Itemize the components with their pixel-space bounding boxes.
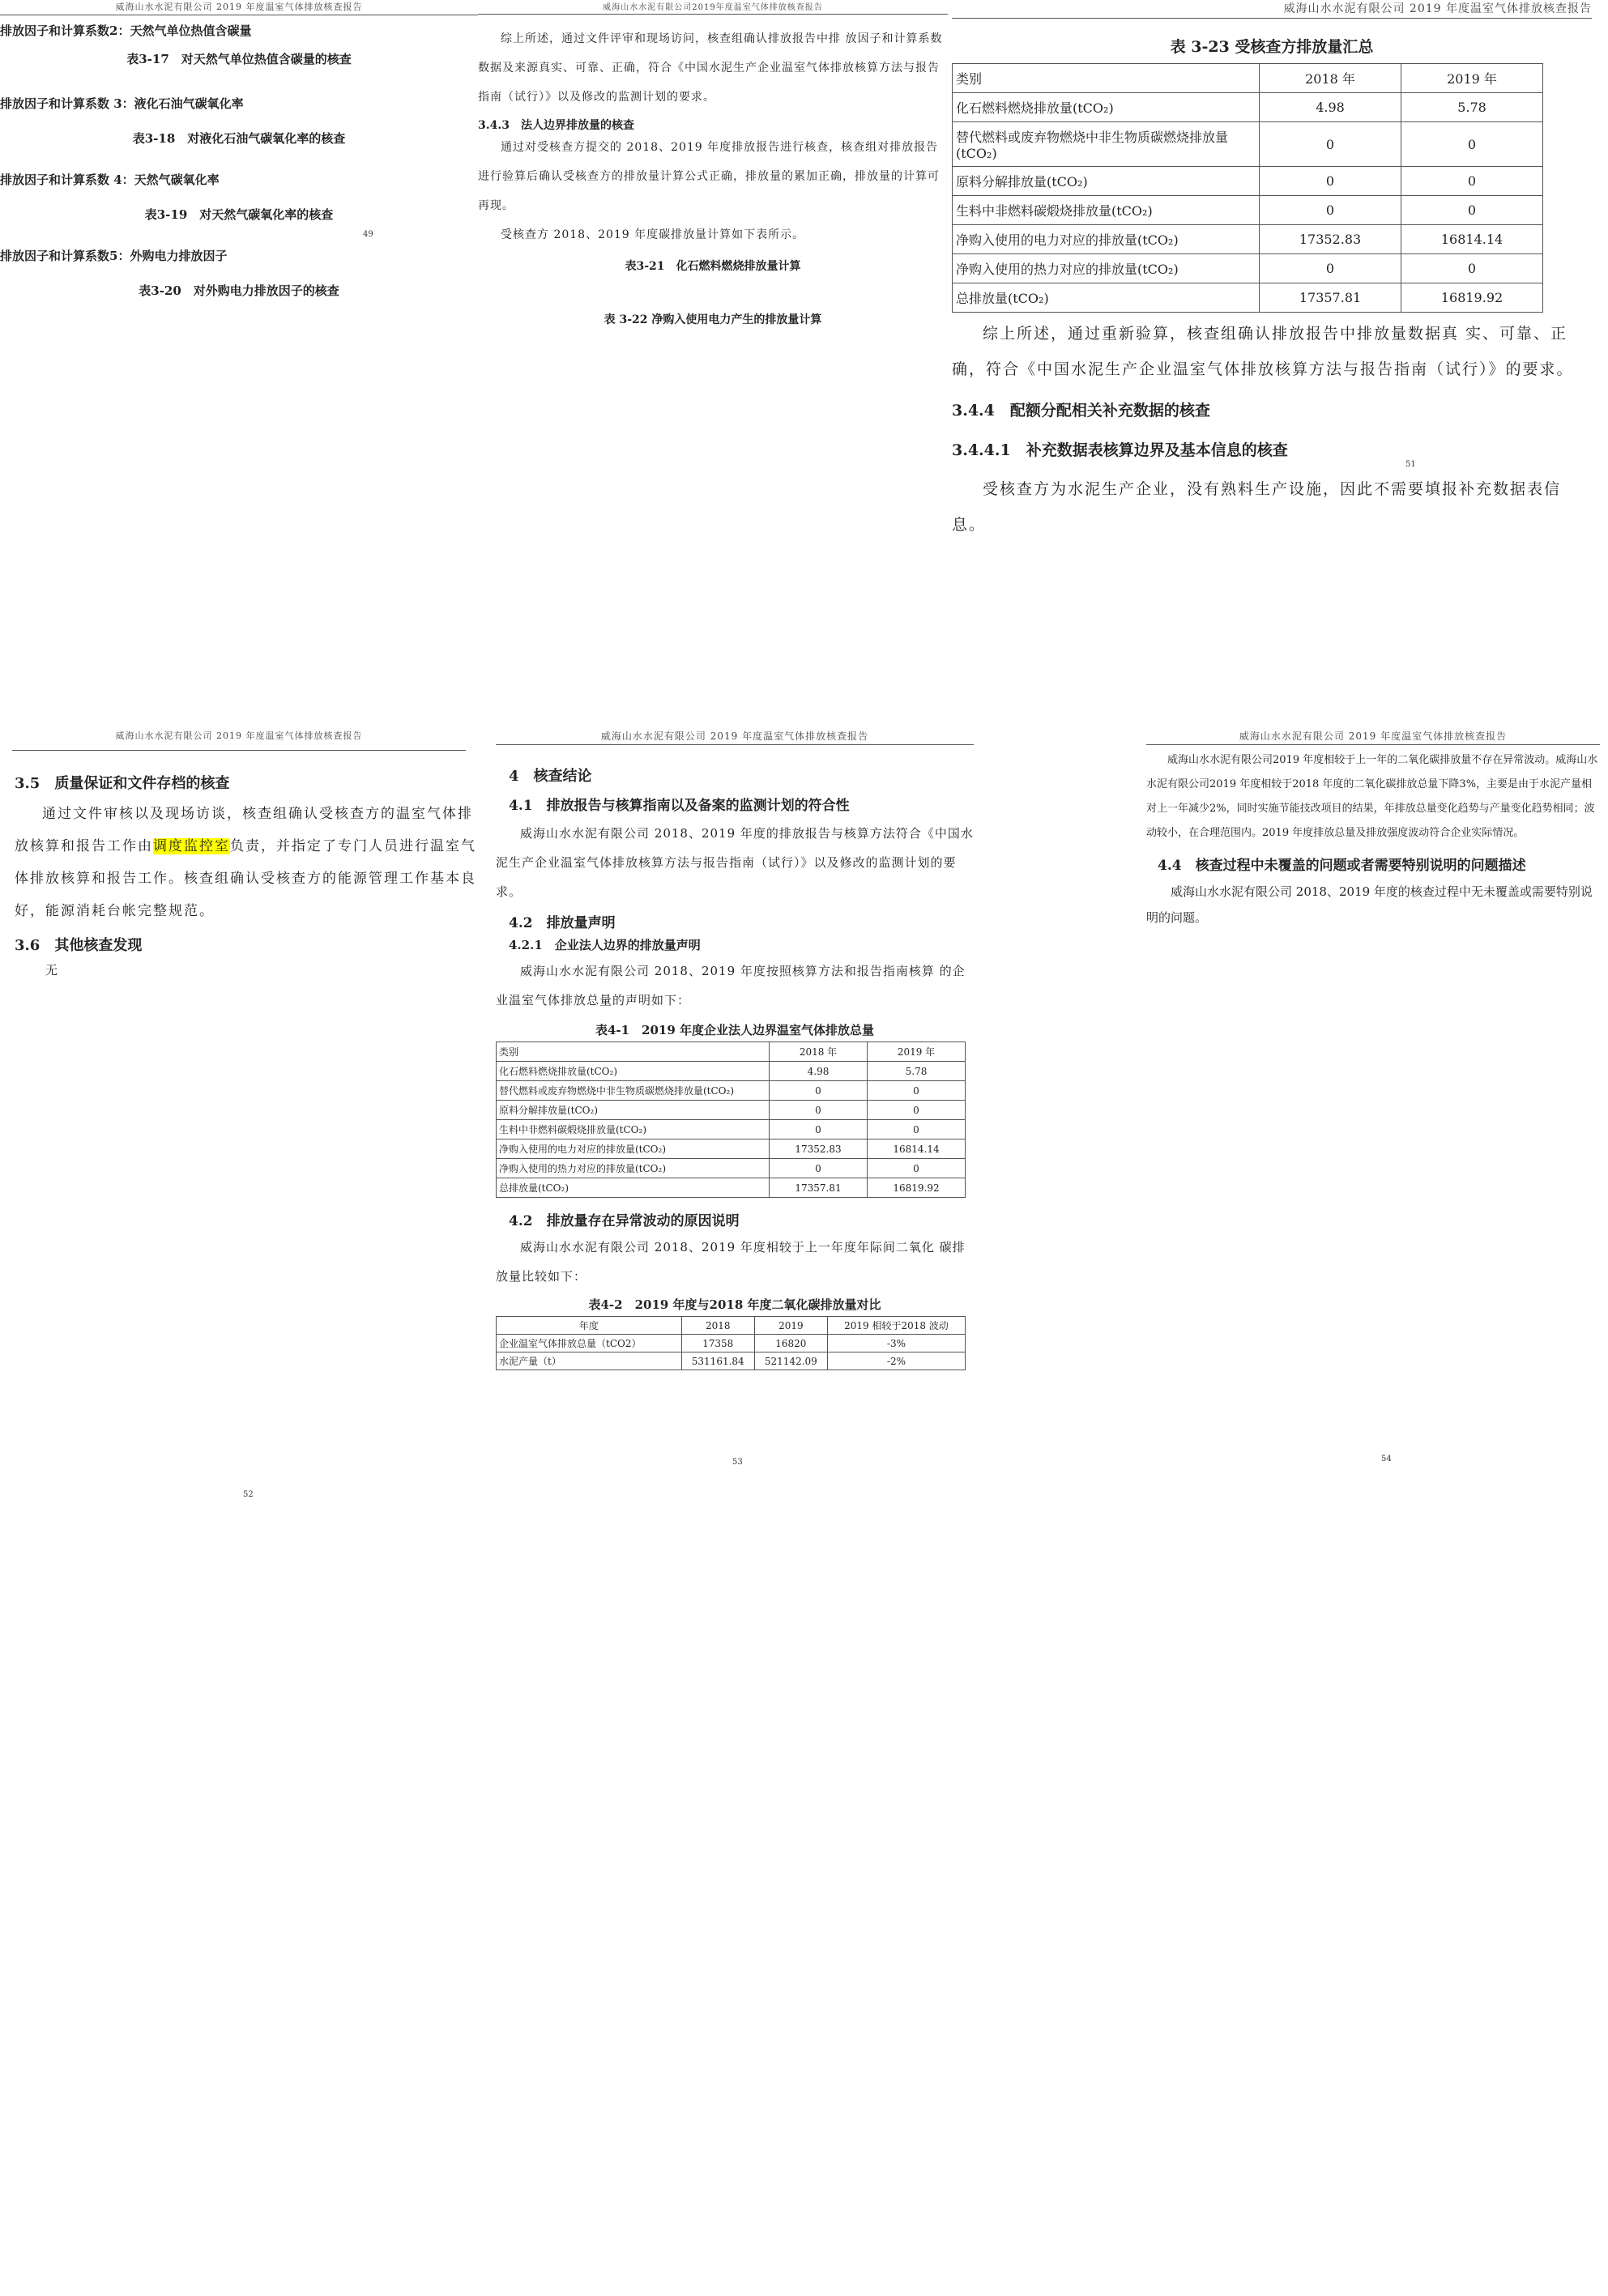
section-title: 排放因子和计算系数 3：液化石油气碳氧化率: [0, 96, 244, 111]
table-row: [497, 1120, 966, 1139]
table-row: [953, 196, 1543, 225]
table-cell: 生料中非燃料碳煅烧排放量(tCO₂): [497, 1120, 770, 1139]
table-cell: 水泥产量（t）: [497, 1352, 682, 1370]
table-cell: 0: [868, 1120, 966, 1139]
table-row: [497, 1042, 966, 1062]
highlighted-text: 调度监控室: [153, 838, 230, 854]
table-cell: 总排放量(tCO₂): [953, 283, 1260, 313]
table-3-23: [952, 63, 1543, 313]
section-title: 4.1 排放报告与核算指南以及备案的监测计划的符合性: [509, 798, 850, 814]
table-cell: 0: [1401, 167, 1543, 196]
section-title: 4.2 排放量存在异常波动的原因说明: [509, 1213, 740, 1229]
table-cell: 0: [1260, 254, 1401, 283]
paragraph: 威海山水水泥有限公司 2018、2019 年度的排放报告与核算方法符合《中国水泥生产企业温室气体排放核算方法与报告指南（试行）》以及修改的监测计划的要求。: [496, 826, 974, 899]
table-cell: 原料分解排放量(tCO₂): [953, 167, 1260, 196]
table-cell: 0: [1260, 196, 1401, 225]
table-caption: 表3-21 化石燃料燃烧排放量计算: [625, 260, 801, 273]
table-cell: 5.78: [1401, 93, 1543, 122]
table-cell: 净购入使用的热力对应的排放量(tCO₂): [953, 254, 1260, 283]
table-4-2: [496, 1316, 966, 1370]
table-cell: 0: [1260, 122, 1401, 167]
table-row: [497, 1062, 966, 1081]
table-4-1: [496, 1042, 966, 1198]
table-caption: 表4-2 2019 年度与2018 年度二氧化碳排放量对比: [588, 1297, 881, 1312]
table-caption: 表3-18 对液化石油气碳氧化率的核查: [132, 131, 346, 146]
section-title: 排放因子和计算系数 4：天然气碳氧化率: [0, 173, 220, 187]
page-53: [496, 729, 974, 1467]
section-title: 3.4.4.1 补充数据表核算边界及基本信息的核查: [952, 441, 1288, 459]
table-cell: 2018: [681, 1317, 754, 1335]
page-header: 威海山水水泥有限公司 2019 年度温室气体排放核查报告: [496, 729, 974, 745]
table-cell: 0: [868, 1081, 966, 1101]
page-number: 53: [732, 1458, 743, 1467]
section-title: 3.5 质量保证和文件存档的核查: [15, 775, 230, 792]
table-row: [953, 167, 1543, 196]
paragraph: [15, 798, 478, 927]
table-cell: 0: [770, 1101, 868, 1120]
table-row: [497, 1335, 966, 1352]
paragraph: 受核查方 2018、2019 年度碳排放量计算如下表所示。: [501, 228, 805, 241]
table-cell: 531161.84: [681, 1352, 754, 1370]
table-cell: 2019 年: [1401, 64, 1543, 93]
table-cell: 17352.83: [1260, 225, 1401, 254]
table-cell: -2%: [827, 1352, 965, 1370]
table-cell: 17352.83: [770, 1139, 868, 1159]
table-cell: 类别: [953, 64, 1260, 93]
section-title: 排放因子和计算系数2：天然气单位热值含碳量: [0, 23, 252, 38]
table-row: [953, 64, 1543, 93]
table-cell: 0: [1401, 122, 1543, 167]
table-cell: 生料中非燃料碳煅烧排放量(tCO₂): [953, 196, 1260, 225]
table-cell: 2018 年: [1260, 64, 1401, 93]
page-52: [0, 729, 478, 1523]
paragraph: 通过对受核查方提交的 2018、2019 年度排放报告进行核查，核查组对排放报告进行验算后确认受核查方的排放量计算公式正确，排放量的累加正确，排放量的计算可再现。: [478, 141, 940, 212]
section-title: 4 核查结论: [509, 768, 592, 785]
table-caption: 表3-19 对天然气碳氧化率的核查: [144, 207, 334, 222]
page-header: 威海山水水泥有限公司2019年度温室气体排放核查报告: [478, 0, 948, 15]
section-title: 3.4.4 配额分配相关补充数据的核查: [952, 402, 1210, 420]
table-cell: 2019: [754, 1317, 827, 1335]
section-title: 4.2 排放量声明: [509, 915, 616, 931]
table-cell: 0: [770, 1081, 868, 1101]
paragraph: 威海山水水泥有限公司 2018、2019 年度按照核算方法和报告指南核算 的企业温室气体排放总量的声明如下：: [496, 964, 966, 1007]
section-title: 排放因子和计算系数5：外购电力排放因子: [0, 249, 228, 263]
table-cell: 0: [770, 1159, 868, 1178]
section-title: 3.6 其他核查发现: [15, 937, 143, 954]
table-row: [497, 1139, 966, 1159]
paragraph: 综上所述，通过文件评审和现场访问，核查组确认排放报告中排 放因子和计算系数数据及来源真实、可靠、正确，符合《中国水泥生产企业温室气体排放核算方法与报告指南（试行）》以及修改的监测计划的要求。: [478, 32, 943, 104]
paragraph: 威海山水水泥有限公司2019 年度相较于上一年的二氧化碳排放量不存在异常波动。威海山水水泥有限公司2019 年度相较于2018 年度的二氧化碳排放总量下降3%，主要是由于水泥产量相对上一年减少2%，同时实施节能技改项目的结果，年排放总量变化趋势与产量变化趋势相同；波动较小，在合理范围内。2019 年度排放总量及排放强度波动符合企业实际情况。: [1146, 754, 1598, 839]
page-51: [952, 0, 1592, 713]
page-number: 49: [363, 230, 373, 239]
table-cell: 521142.09: [754, 1352, 827, 1370]
table-cell: 2019 相较于2018 波动: [827, 1317, 965, 1335]
table-cell: 0: [1401, 196, 1543, 225]
page-49: [0, 0, 478, 713]
table-cell: 企业温室气体排放总量（tCO2）: [497, 1335, 682, 1352]
table-row: [497, 1159, 966, 1178]
table-cell: 17358: [681, 1335, 754, 1352]
table-caption: 表4-1 2019 年度企业法人边界温室气体排放总量: [595, 1023, 875, 1037]
table-cell: 0: [1401, 254, 1543, 283]
table-cell: -3%: [827, 1335, 965, 1352]
table-cell: 17357.81: [770, 1178, 868, 1198]
page-50: [478, 0, 948, 713]
table-cell: 16814.14: [868, 1139, 966, 1159]
table-cell: 化石燃料燃烧排放量(tCO₂): [497, 1062, 770, 1081]
page-header: 威海山水水泥有限公司 2019 年度温室气体排放核查报告: [115, 731, 363, 741]
table-cell: 5.78: [868, 1062, 966, 1081]
table-cell: 17357.81: [1260, 283, 1401, 313]
table-cell: 化石燃料燃烧排放量(tCO₂): [953, 93, 1260, 122]
table-row: [497, 1178, 966, 1198]
section-title: 3.4.3 法人边界排放量的核查: [478, 119, 634, 132]
table-cell: 0: [770, 1120, 868, 1139]
table-caption: 表3-20 对外购电力排放因子的核查: [139, 283, 339, 298]
table-cell: 净购入使用的电力对应的排放量(tCO₂): [497, 1139, 770, 1159]
table-cell: 2019 年: [868, 1042, 966, 1062]
table-cell: 年度: [497, 1317, 682, 1335]
table-row: [497, 1081, 966, 1101]
table-cell: 0: [868, 1101, 966, 1120]
table-cell: 16820: [754, 1335, 827, 1352]
table-row: [953, 93, 1543, 122]
table-caption: 表 3-22 净购入使用电力产生的排放量计算: [604, 313, 822, 326]
section-title: 4.2.1 企业法人边界的排放量声明: [509, 938, 701, 952]
table-row: [953, 254, 1543, 283]
table-row: [953, 225, 1543, 254]
table-cell: 16819.92: [1401, 283, 1543, 313]
page-header: 威海山水水泥有限公司 2019 年度温室气体排放核查报告: [1146, 729, 1600, 745]
table-cell: 0: [868, 1159, 966, 1178]
page-header: 威海山水水泥有限公司 2019 年度温室气体排放核查报告: [0, 0, 478, 15]
paragraph: 受核查方为水泥生产企业，没有熟料生产设施，因此不需要填报补充数据表信息。: [952, 480, 1562, 534]
table-caption: 表 3-23 受核查方排放量汇总: [1170, 38, 1374, 56]
table-cell: 替代燃料或废弃物燃烧中非生物质碳燃烧排放量(tCO₂): [497, 1081, 770, 1101]
table-cell: 2018 年: [770, 1042, 868, 1062]
table-cell: 16814.14: [1401, 225, 1543, 254]
table-row: [953, 283, 1543, 313]
table-cell: 4.98: [770, 1062, 868, 1081]
table-cell: 0: [1260, 167, 1401, 196]
page-header: 威海山水水泥有限公司 2019 年度温室气体排放核查报告: [952, 0, 1592, 19]
table-cell: 4.98: [1260, 93, 1401, 122]
paragraph-text: 通过文件审核以及现场访谈，核查组确认受核查方的温室气体排放核算和报告工作由: [15, 806, 473, 854]
section-title: 4.4 核查过程中未覆盖的问题或者需要特别说明的问题描述: [1158, 858, 1526, 874]
table-row: [497, 1352, 966, 1370]
paragraph-text: 负责，并指定了专门人员进行温室气体排放核算和报告工作。核查组确认受核查方的能源管理工作基本良好，能源消耗台帐完整规范。: [15, 838, 476, 919]
table-row: [497, 1101, 966, 1120]
paragraph: 威海山水水泥有限公司 2018、2019 年度的核查过程中无未覆盖或需要特别说明的问题。: [1146, 884, 1593, 925]
table-caption: 表3-17 对天然气单位热值含碳量的核查: [126, 52, 352, 66]
table-cell: 净购入使用的热力对应的排放量(tCO₂): [497, 1159, 770, 1178]
table-cell: 16819.92: [868, 1178, 966, 1198]
table-cell: 净购入使用的电力对应的排放量(tCO₂): [953, 225, 1260, 254]
table-cell: 替代燃料或废弃物燃烧中非生物质碳燃烧排放量(tCO₂): [953, 122, 1260, 167]
page-number: 52: [243, 1490, 254, 1499]
page-54: [1146, 729, 1600, 1463]
paragraph: 综上所述，通过重新验算，核查组确认排放报告中排放量数据真 实、可靠、正确，符合《中国水泥生产企业温室气体排放核算方法与报告指南（试行）》的要求。: [952, 325, 1574, 378]
paragraph: 无: [45, 963, 58, 978]
table-cell: 原料分解排放量(tCO₂): [497, 1101, 770, 1120]
table-row: [953, 122, 1543, 167]
table-cell: 类别: [497, 1042, 770, 1062]
table-cell: 总排放量(tCO₂): [497, 1178, 770, 1198]
paragraph: 威海山水水泥有限公司 2018、2019 年度相较于上一年度年际间二氧化 碳排放量比较如下：: [496, 1240, 966, 1284]
page-number: 51: [1405, 460, 1416, 469]
page-number: 54: [1381, 1455, 1392, 1463]
table-row: [497, 1317, 966, 1335]
